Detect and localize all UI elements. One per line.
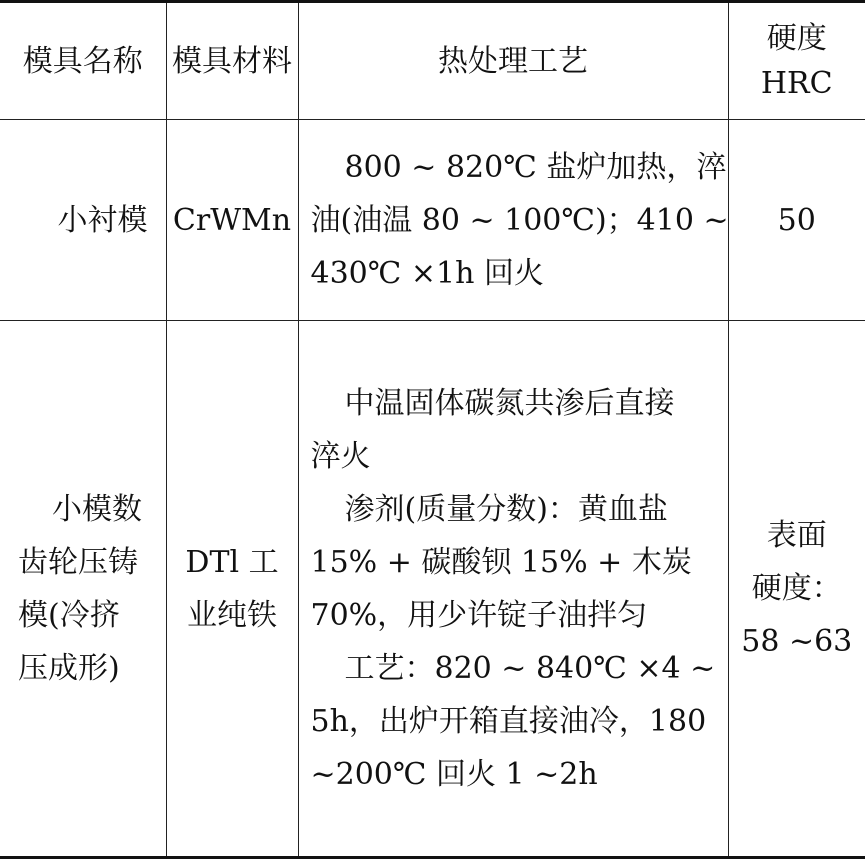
mold-name-line: 小模数 <box>18 483 156 536</box>
mold-material-line: 业纯铁 <box>167 589 298 642</box>
mold-material-line: CrWMn <box>167 194 298 247</box>
process-line: 淬火 <box>311 430 712 483</box>
header-row <box>0 2 865 120</box>
header-mold-material: 模具材料 <box>166 2 298 120</box>
process-line: 15% + 碳酸钡 15% + 木炭 <box>311 536 712 589</box>
mold-material-line: DTl 工 <box>167 536 298 589</box>
hardness-line: 硬度： <box>729 562 865 615</box>
mold-name-cell <box>0 321 166 858</box>
mold-name-line: 模(冷挤 <box>18 589 156 642</box>
process-line: 800 ~ 820℃ 盐炉加热，淬 <box>311 141 712 194</box>
mold-material-cell <box>166 120 298 321</box>
table-body <box>0 120 865 858</box>
table-row <box>0 120 865 321</box>
process-line: 渗剂(质量分数)：黄血盐 <box>311 483 712 536</box>
table-header <box>0 2 865 120</box>
process-cell <box>298 321 728 858</box>
header-mold-name: 模具名称 <box>0 2 166 120</box>
mold-name-cell <box>0 120 166 321</box>
mold-material-cell <box>166 321 298 858</box>
mold-name-line: 齿轮压铸 <box>18 536 156 589</box>
hardness-line: 58 ~63 <box>729 615 865 668</box>
process-line: 中温固体碳氮共渗后直接 <box>311 377 712 430</box>
process-line: 430℃ ×1h 回火 <box>311 247 712 300</box>
mold-name-line: 小衬模 <box>0 194 148 247</box>
hardness-line: 50 <box>729 194 865 247</box>
header-hardness-line2: HRC <box>729 61 865 106</box>
header-heat-treatment-process: 热处理工艺 <box>298 2 728 120</box>
header-hardness-line1: 硬度 <box>729 16 865 61</box>
hardness-cell <box>728 321 865 858</box>
process-line: 工艺：820 ~ 840℃ ×4 ~ <box>311 642 712 695</box>
hardness-line: 表面 <box>729 509 865 562</box>
header-hardness <box>728 2 865 120</box>
mold-name-line: 压成形) <box>18 642 156 695</box>
process-line: ~200℃ 回火 1 ~2h <box>311 748 712 801</box>
table-row <box>0 321 865 858</box>
hardness-cell <box>728 120 865 321</box>
process-line: 油(油温 80 ~ 100℃)；410 ~ <box>311 194 712 247</box>
process-line: 70%，用少许锭子油拌匀 <box>311 589 712 642</box>
process-line: 5h，出炉开箱直接油冷，180 <box>311 695 712 748</box>
process-cell <box>298 120 728 321</box>
